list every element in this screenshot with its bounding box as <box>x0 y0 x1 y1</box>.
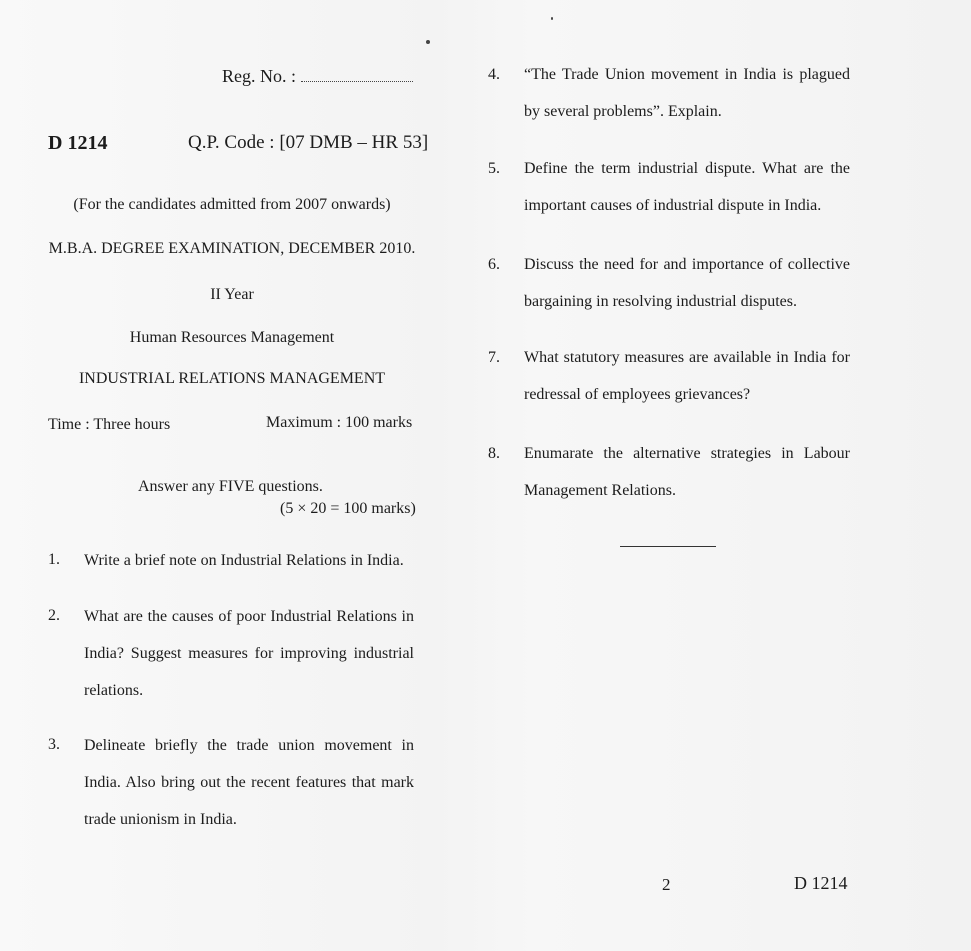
instruction-answer: Answer any FIVE questions. <box>138 478 323 495</box>
question-number: 5. <box>488 160 500 177</box>
scan-speck <box>551 17 553 20</box>
question-text: “The Trade Union movement in India is plagued by several problems”. Explain. <box>524 66 850 120</box>
question-number: 1. <box>48 551 60 568</box>
question-text: Write a brief note on Industrial Relations in India. <box>84 552 404 569</box>
question-text: Discuss the need for and importance of collective bargaining in resolving industrial disputes. <box>524 256 850 310</box>
reg-no-label: Reg. No. : <box>222 66 296 86</box>
footer-paper-code: D 1214 <box>794 873 848 893</box>
admission-note: (For the candidates admitted from 2007 onwards) <box>73 196 391 213</box>
question-text: What are the causes of poor Industrial Relations in India? Suggest measures for improving industrial relations. <box>84 608 414 699</box>
year: II Year <box>210 286 254 303</box>
max-marks: Maximum : 100 marks <box>266 414 413 431</box>
instruction-marks: (5 × 20 = 100 marks) <box>280 500 416 517</box>
question-number: 8. <box>488 445 500 462</box>
question-number: 4. <box>488 66 500 83</box>
page-number: 2 <box>662 875 671 894</box>
paper-code: D 1214 <box>48 132 108 154</box>
stream: Human Resources Management <box>129 329 335 346</box>
subject-title: INDUSTRIAL RELATIONS MANAGEMENT <box>78 370 386 387</box>
question-number: 7. <box>488 349 500 366</box>
exam-title: M.B.A. DEGREE EXAMINATION, DECEMBER 2010. <box>48 240 416 257</box>
reg-no-blank <box>301 71 413 82</box>
qp-code: Q.P. Code : [07 DMB – HR 53] <box>188 132 429 153</box>
scan-speck <box>426 40 430 44</box>
question-text: Define the term industrial dispute. What are the important causes of industrial dispute in India. <box>524 160 850 214</box>
question-number: 3. <box>48 736 60 753</box>
end-rule <box>620 546 716 547</box>
time-label: Time : Three hours <box>48 416 171 433</box>
question-number: 6. <box>488 256 500 273</box>
question-text: Delineate briefly the trade union movement in India. Also bring out the recent features that mark trade unionism in India. <box>84 737 414 828</box>
question-number: 2. <box>48 607 60 624</box>
reg-no-line <box>222 66 413 87</box>
question-text: Enumarate the alternative strategies in Labour Management Relations. <box>524 445 850 499</box>
question-text: What statutory measures are available in India for redressal of employees grievances? <box>524 349 850 403</box>
